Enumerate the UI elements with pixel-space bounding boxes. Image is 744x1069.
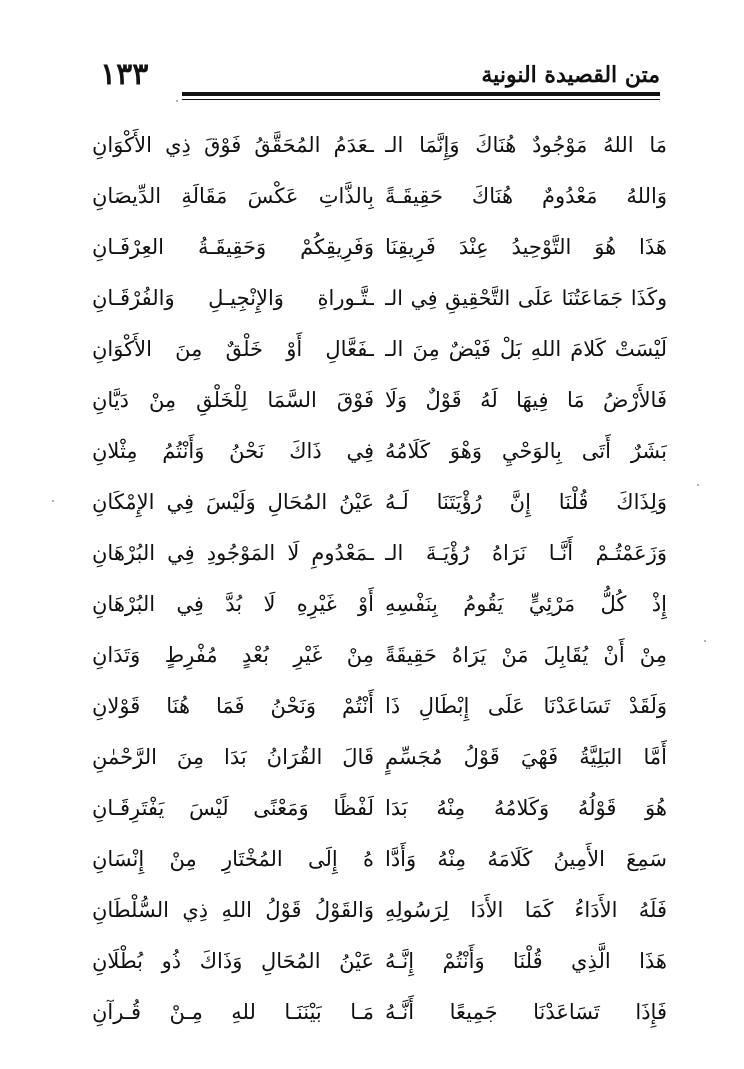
- verse-first-hemistich: سَمِعَ الأَمِينُ كَلَامَهُ مِنْهُ وَأَدَّا: [385, 847, 667, 871]
- verse-line: [92, 630, 667, 681]
- verse-first-hemistich: مَا اللهُ مَوْجُودٌ هُنَاكَ وَإِنَّمَا الـ: [385, 133, 667, 157]
- verse-second-hemistich: مَـا بَيْنَنَـا للهِ مِـنْ قُـرآنِ: [92, 1000, 374, 1024]
- verse-first-hemistich: هُوَ قَوْلُهُ وَكَلامُهُ مِنْهُ بَدَا: [385, 796, 667, 820]
- verse-first-hemistich: أَمَّا البَلِيَّةُ فَهْيَ قَوْلُ مُجَسِّمٍ: [385, 745, 667, 769]
- verse-line: [92, 375, 667, 426]
- verse-first-hemistich: وَلَقَدْ تَسَاعَدْنَا عَلَى إِبْطَالِ ذَا: [385, 694, 667, 718]
- verse-second-hemistich: لَفْظًا وَمَعْنًى لَيْسَ يَفْتَرِقَـانِ: [92, 796, 374, 820]
- verse-second-hemistich: فِي ذَاكَ نَحْنُ وَأَنْتُمُ مِثْلانِ: [92, 439, 374, 463]
- verse-line: [92, 477, 667, 528]
- verse-line: [92, 681, 667, 732]
- verse-first-hemistich: فَالأَرْضُ مَا فِيهَا لَهُ قَوْلٌ وَلَا: [385, 388, 667, 412]
- verse-second-hemistich: بِالذَّاتِ عَكْسَ مَقَالَةِ الدِّيصَانِ: [92, 184, 374, 208]
- verse-second-hemistich: هُ إِلَى المُخْتَارِ مِنْ إِنْسَانِ: [92, 847, 374, 871]
- verse-first-hemistich: وَاللهُ مَعْدُومٌ هُنَاكَ حَقِيقَـةً: [385, 184, 667, 208]
- verse-second-hemistich: قَالَ القُرَانُ بَدَا مِنَ الرَّحْمٰنِ: [92, 745, 374, 769]
- verse-line: [92, 783, 667, 834]
- verse-line: [92, 324, 667, 375]
- verse-line: [92, 222, 667, 273]
- scan-speck: [704, 640, 706, 642]
- verse-second-hemistich: ـتَّـوراةِ وَالإِنْجِيـلِ وَالفُرْقَـانِ: [92, 286, 374, 310]
- verse-second-hemistich: أَوْ غَيْرِهِ لَا بُدَّ فِي البُرْهَانِ: [92, 592, 374, 616]
- verse-line: [92, 987, 667, 1038]
- poem-verses: [92, 120, 667, 1038]
- verse-second-hemistich: ـفَعَّالِ أَوْ خَلْقٌ مِنَ الأَكْوَانِ: [92, 337, 374, 361]
- header-rule-thin: [182, 99, 660, 100]
- verse-second-hemistich: وَالقَوْلُ قَوْلُ اللهِ ذِي السُّلْطَانِ: [92, 898, 374, 922]
- verse-line: [92, 936, 667, 987]
- verse-second-hemistich: وَفَرِيقِكُمْ وَحَقِيقَـةُ العِرْفَـانِ: [92, 235, 374, 259]
- verse-first-hemistich: لَيْسَتْ كَلامَ اللهِ بَلْ فَيْضٌ مِنَ الـ: [385, 337, 667, 361]
- verse-line: [92, 732, 667, 783]
- verse-second-hemistich: عَيْنُ المُحَالِ وَذَاكَ ذُو بُطْلَانِ: [92, 949, 374, 973]
- verse-first-hemistich: هَذَا هُوَ التَّوْحِيدُ عِنْدَ فَرِيقِنَا: [385, 235, 667, 259]
- verse-second-hemistich: مِنْ غَيْرِ بُعْدٍ مُفْرِطٍ وَتَدَانِ: [92, 643, 374, 667]
- verse-first-hemistich: إِذْ كُلُّ مَرْئِيٍّ يَقُومُ بِنَفْسِهِ: [385, 592, 667, 616]
- verse-line: [92, 885, 667, 936]
- verse-first-hemistich: بَشَرٌ أَتَى بِالوَحْيِ وَهْوَ كَلَامُهُ: [385, 439, 667, 463]
- scan-speck: [697, 484, 699, 486]
- running-title: متن القصيدة النونية: [481, 62, 660, 88]
- verse-first-hemistich: وَلِذَاكَ قُلْنَا إِنَّ رُؤْيَتَنَا لَـهُ: [385, 490, 667, 514]
- verse-first-hemistich: فَلَهُ الأَدَاءُ كَمَا الأَدَا لِرَسُولِهِ: [385, 898, 667, 922]
- page-number: ١٣٣: [100, 57, 149, 92]
- verse-first-hemistich: مِنْ أَنْ يُقَابِلَ مَنْ يَرَاهُ حَقِيقَةً: [385, 643, 667, 667]
- verse-line: [92, 528, 667, 579]
- page-header: [100, 58, 660, 98]
- verse-line: [92, 579, 667, 630]
- verse-line: [92, 120, 667, 171]
- scan-speck: [176, 100, 178, 102]
- verse-first-hemistich: وكَذَا جَمَاعَتُنَا عَلَى التَّحْقِيقِ فِي الـ: [385, 286, 667, 310]
- verse-first-hemistich: وَزَعَمْتُـمْ أَنَّـا نَرَاهُ رُؤْيَـةَ الـ: [385, 541, 667, 565]
- verse-second-hemistich: أَنْتُمْ وَنَحْنُ فَمَا هُنَا قَوْلانِ: [92, 694, 374, 718]
- verse-line: [92, 834, 667, 885]
- verse-first-hemistich: فَإِذَا تَسَاعَدْنَا جَمِيعًا أَنَّـهُ: [385, 1000, 667, 1024]
- verse-line: [92, 426, 667, 477]
- verse-line: [92, 171, 667, 222]
- verse-line: [92, 273, 667, 324]
- verse-first-hemistich: هَذَا الَّذِي قُلْنَا وَأَنْتُمْ إِنَّـهُ: [385, 949, 667, 973]
- verse-second-hemistich: ـمَعْدُومِ لَا المَوْجُودِ فِي البُرْهَانِ: [92, 541, 374, 565]
- verse-second-hemistich: ـعَدَمُ المُحَقَّقُ فَوْقَ ذِي الأَكْوَانِ: [92, 133, 374, 157]
- verse-second-hemistich: عَيْنُ المُحَالِ وَلَيْسَ فِي الإِمْكَانِ: [92, 490, 374, 514]
- header-rule-thick: [182, 92, 660, 96]
- verse-second-hemistich: فَوْقَ السَّمَا لِلْخَلْقِ مِنْ دَيَّانِ: [92, 388, 374, 412]
- scan-speck: [52, 500, 54, 502]
